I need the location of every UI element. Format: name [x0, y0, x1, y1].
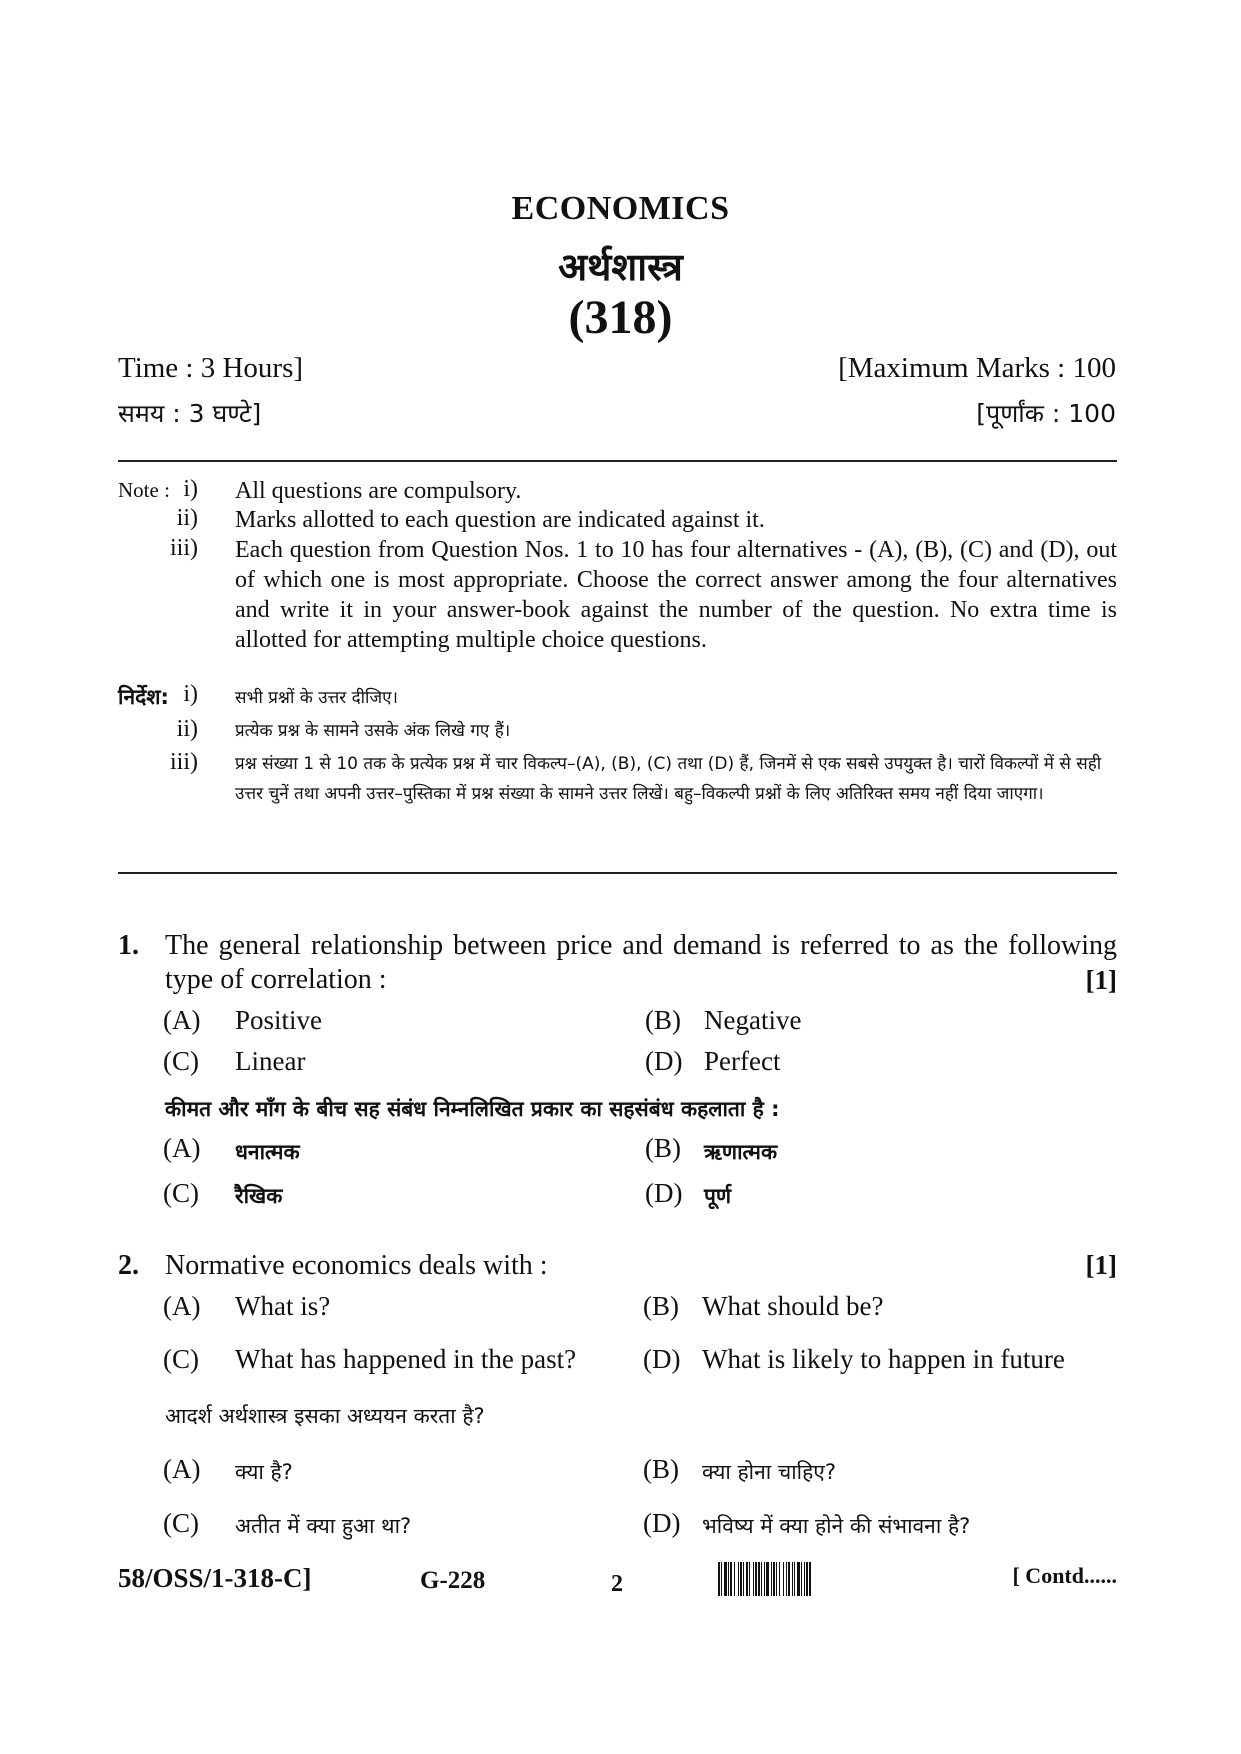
subject-title-hindi: अर्थशास्त्र	[558, 245, 683, 289]
question-2-number: 2.	[118, 1250, 139, 1281]
q2-hi-option-b-letter: (B)	[643, 1454, 679, 1484]
q1-hi-option-c-letter: (C)	[163, 1178, 199, 1208]
q1-option-d-text: Perfect	[704, 1046, 781, 1076]
q1-option-a-letter: (A)	[163, 1005, 201, 1035]
q1-hi-option-b-text: ऋणात्मक	[704, 1140, 778, 1164]
max-marks-english: [Maximum Marks : 100	[838, 352, 1116, 384]
q2-hi-option-d-letter: (D)	[643, 1508, 681, 1538]
question-1-text-hindi: कीमत और माँग के बीच सह संबंध निम्नलिखित प्रकार का सहसंबंध कहलाता है :	[165, 1097, 780, 1121]
q2-option-c-letter: (C)	[163, 1344, 199, 1374]
q1-hi-option-d-letter: (D)	[645, 1178, 683, 1208]
question-2-marks: [1]	[1085, 1250, 1117, 1280]
barcode	[718, 1562, 940, 1596]
set-code: G-228	[420, 1567, 486, 1594]
q1-hi-option-b-letter: (B)	[645, 1133, 681, 1163]
q2-hi-option-c-text: अतीत में क्या हुआ था?	[235, 1514, 412, 1538]
q2-option-a-text: What is?	[235, 1291, 331, 1321]
note-num-2: ii)	[176, 505, 198, 531]
note-text-1: All questions are compulsory.	[235, 478, 522, 504]
q2-option-d-text: What is likely to happen in future	[702, 1344, 1065, 1374]
question-2-text-hindi: आदर्श अर्थशास्त्र इसका अध्ययन करता है?	[165, 1404, 485, 1428]
note-text-2: Marks allotted to each question are indicated against it.	[235, 507, 765, 533]
divider-top	[118, 460, 1117, 462]
divider-bottom	[118, 872, 1117, 874]
nirdesh-num-3: iii)	[170, 749, 198, 775]
q2-hi-option-c-letter: (C)	[163, 1508, 199, 1538]
q2-hi-option-d-text: भविष्य में क्या होने की संभावना है?	[702, 1514, 971, 1538]
q2-option-c-text: What has happened in the past?	[235, 1344, 577, 1374]
note-label: Note :	[118, 478, 170, 502]
paper-code: 58/OSS/1-318-C]	[118, 1563, 312, 1593]
nirdesh-num-1: i)	[183, 681, 198, 707]
q2-option-b-letter: (B)	[643, 1291, 679, 1321]
q1-hi-option-a-text: धनात्मक	[235, 1140, 300, 1164]
question-2-text: Normative economics deals with :	[165, 1250, 548, 1281]
time-english: Time : 3 Hours]	[118, 352, 304, 384]
q2-hi-option-b-text: क्या होना चाहिए?	[702, 1460, 837, 1484]
q1-option-b-letter: (B)	[645, 1005, 681, 1035]
nirdesh-label: निर्देश:	[118, 685, 169, 709]
nirdesh-text-3: प्रश्न संख्या 1 से 10 तक के प्रत्येक प्रश्न में चार विकल्प–(A), (B), (C) तथा (D) हैं, जिनमें से एक सबसे उपयुक्त है। चारों विकल्पों में से सही उत्तर चुनें तथा अपनी उत्तर–पुस्तिका में प्रश्न संख्या के सामने उत्तर लिखें। बहु–विकल्पी प्रश्नों के लिए अतिरिक्त समय नहीं दिया जाएगा।	[235, 754, 1102, 804]
note-num-3: iii)	[170, 535, 198, 561]
q2-hi-option-a-letter: (A)	[163, 1454, 201, 1484]
q1-option-d-letter: (D)	[645, 1046, 683, 1076]
question-1-number: 1.	[118, 930, 139, 961]
q2-option-d-letter: (D)	[643, 1344, 681, 1374]
time-hindi: समय : 3 घण्टे]	[118, 399, 262, 428]
q1-hi-option-c-text: रैखिक	[235, 1184, 283, 1208]
q1-option-a-text: Positive	[235, 1005, 323, 1035]
note-num-1: i)	[183, 476, 198, 502]
q1-option-c-letter: (C)	[163, 1046, 199, 1076]
subject-title-english: ECONOMICS	[511, 190, 730, 227]
q1-option-c-text: Linear	[235, 1046, 306, 1076]
note-text-3: Each question from Question Nos. 1 to 10 has four alternatives - (A), (B), (C) and (D), out of which one is most appropriate. Choose the correct answer among the four alternatives and write it in your answer-book against the number of the question. No extra time is allotted for attempting multiple choice questions.	[235, 537, 1117, 653]
q2-option-b-text: What should be?	[702, 1291, 884, 1321]
q1-hi-option-d-text: पूर्ण	[704, 1184, 732, 1208]
nirdesh-text-2: प्रत्येक प्रश्न के सामने उसके अंक लिखे गए हैं।	[235, 721, 511, 741]
page-number: 2	[611, 1571, 623, 1597]
continued-label: [ Contd......	[1012, 1563, 1117, 1588]
subject-code: (318)	[568, 291, 673, 344]
nirdesh-num-2: ii)	[176, 716, 198, 742]
question-1-marks: [1]	[1085, 965, 1117, 995]
q2-option-a-letter: (A)	[163, 1291, 201, 1321]
max-marks-hindi: [पूर्णांक : 100	[976, 399, 1116, 428]
q1-hi-option-a-letter: (A)	[163, 1133, 201, 1163]
question-1-text: The general relationship between price and demand is referred to as the following type of correlation :	[165, 930, 1117, 995]
q1-option-b-text: Negative	[704, 1005, 802, 1035]
barcode-stripe	[811, 1562, 812, 1596]
q2-hi-option-a-text: क्या है?	[235, 1460, 293, 1484]
nirdesh-text-1: सभी प्रश्नों के उत्तर दीजिए।	[235, 688, 398, 708]
